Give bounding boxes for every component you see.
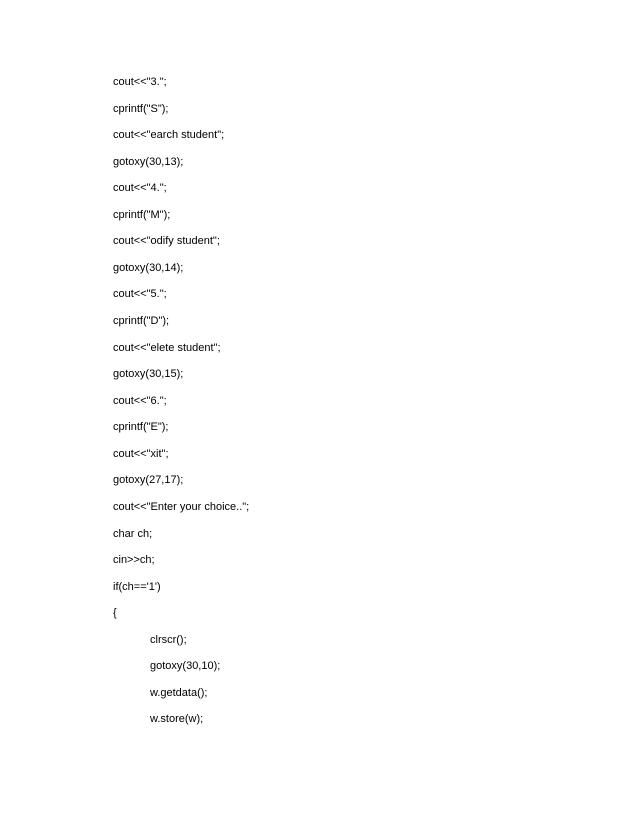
code-line: cout<<"3."; [113,76,167,88]
code-line: cout<<"5."; [113,288,167,300]
code-line: gotoxy(30,14); [113,262,184,274]
code-line: w.getdata(); [150,687,208,699]
code-line: cprintf("E"); [113,421,169,433]
code-line: gotoxy(30,10); [150,660,221,672]
code-line: gotoxy(30,13); [113,156,184,168]
code-line: w.store(w); [150,713,204,725]
code-line: { [113,607,117,619]
code-line: clrscr(); [150,634,187,646]
code-line: char ch; [113,528,153,540]
code-line: cin>>ch; [113,554,155,566]
code-line: cout<<"elete student"; [113,342,221,354]
code-line: cout<<"Enter your choice.."; [113,501,250,513]
code-line: cout<<"6."; [113,395,167,407]
code-line: cprintf("M"); [113,209,171,221]
code-line: cout<<"odify student"; [113,235,220,247]
code-line: cout<<"xit"; [113,448,169,460]
code-line: cprintf("D"); [113,315,170,327]
code-line: if(ch=='1') [113,581,161,593]
code-line: gotoxy(30,15); [113,368,184,380]
code-line: gotoxy(27,17); [113,474,184,486]
code-line: cprintf("S"); [113,103,169,115]
code-line: cout<<"4."; [113,182,167,194]
code-line: cout<<"earch student"; [113,129,225,141]
